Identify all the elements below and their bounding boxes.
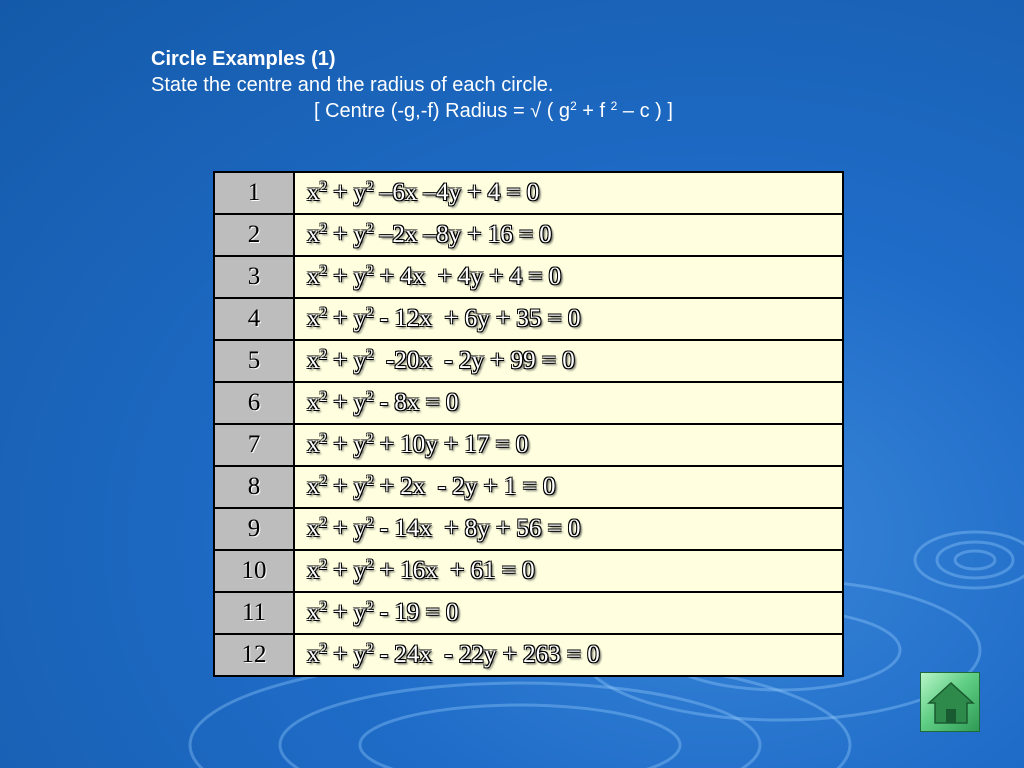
circle-equation: $x^2 + y^2$ -20x - 2y + 99 = 0 (294, 340, 843, 382)
row-number: 11 (214, 592, 294, 634)
circle-equation: $x^2 + y^2 - 14x + 8y + 56 = 0$ (294, 508, 843, 550)
table-row (214, 634, 843, 676)
row-number: 7 (214, 424, 294, 466)
table-row (214, 256, 843, 298)
circle-equations-table (213, 171, 844, 677)
table-row (214, 214, 843, 256)
table-row (214, 298, 843, 340)
slide-header (151, 46, 673, 124)
row-number: 3 (214, 256, 294, 298)
table-row (214, 550, 843, 592)
circle-equation: $x^2 + y^2$ –2x –8y + 16 = 0 (294, 214, 843, 256)
table-row (214, 340, 843, 382)
table-row (214, 592, 843, 634)
circle-equation: $x^2 + y^2 + 4x + 4y + 4 = 0$ (294, 256, 843, 298)
row-number: 6 (214, 382, 294, 424)
circle-equation: $x^2 + y^2 - 24x - 22y + 263 = 0$ (294, 634, 843, 676)
home-icon (921, 673, 981, 733)
row-number: 10 (214, 550, 294, 592)
row-number: 9 (214, 508, 294, 550)
table-row (214, 466, 843, 508)
centre-radius-formula: [ Centre (-g,-f) Radius = √ ( $g^2 + f$ $^2$ – c ) ] (314, 99, 673, 122)
table-row (214, 508, 843, 550)
circle-equation: $x^2 + y^2 + 10y + 17 = 0$ (294, 424, 843, 466)
circle-equation: $x^2 + y^2$ –6x –4y + 4 = 0 (294, 172, 843, 214)
table-row (214, 382, 843, 424)
home-button[interactable] (920, 672, 980, 732)
circle-equation: $x^2 + y^2 - 12x + 6y + 35 = 0$ (294, 298, 843, 340)
circle-equation: $x^2 + y^2 - 8x = 0$ (294, 382, 843, 424)
slide-title: Circle Examples (1) (151, 48, 336, 70)
table-row (214, 172, 843, 214)
row-number: 5 (214, 340, 294, 382)
row-number: 8 (214, 466, 294, 508)
circle-equation: $x^2 + y^2 - 19 = 0$ (294, 592, 843, 634)
row-number: 4 (214, 298, 294, 340)
instruction-text: State the centre and the radius of each circle. (151, 74, 554, 96)
table-row (214, 424, 843, 466)
circle-equation: $x^2 + y^2 + 2x - 2y + 1 = 0$ (294, 466, 843, 508)
row-number: 1 (214, 172, 294, 214)
row-number: 12 (214, 634, 294, 676)
row-number: 2 (214, 214, 294, 256)
circle-equation: $x^2 + y^2 + 16x + 61 = 0$ (294, 550, 843, 592)
